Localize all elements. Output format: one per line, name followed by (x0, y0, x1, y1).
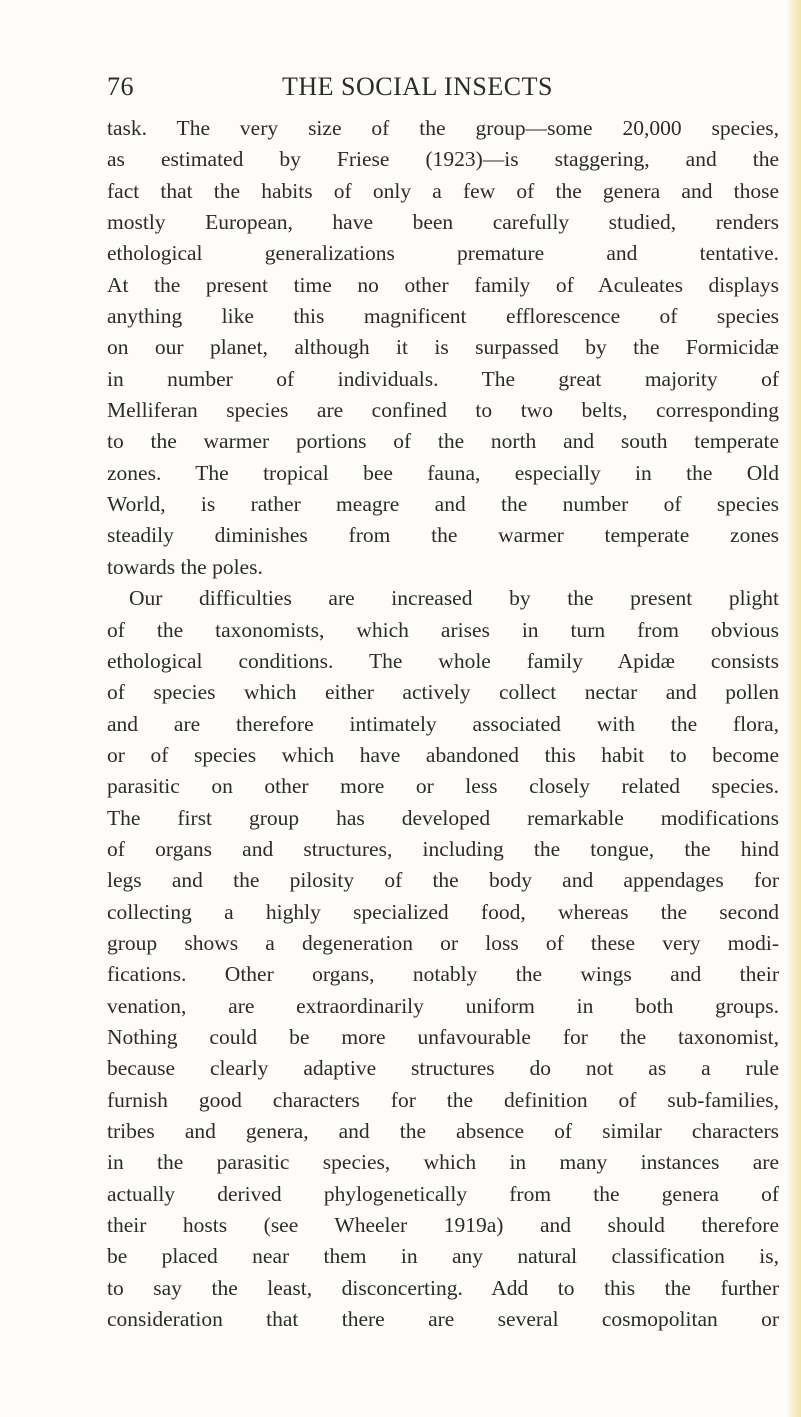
text-line: collecting a highly specialized food, whereas the second (107, 899, 779, 924)
text-line: on our planet, although it is surpassed by the Formicidæ (107, 335, 779, 360)
paragraph-start-line: Our difficulties are increased by the present plight (129, 586, 779, 611)
text-line: mostly European, have been carefully studied, renders (107, 210, 779, 235)
text-line: actually derived phylogenetically from the genera of (107, 1181, 779, 1206)
text-line: in the parasitic species, which in many instances are (107, 1150, 779, 1175)
text-line: steadily diminishes from the warmer temperate zones (107, 523, 779, 548)
body-text (107, 113, 779, 1335)
running-title: THE SOCIAL INSECTS (282, 72, 553, 101)
text-line: of species which either actively collect nectar and pollen (107, 680, 779, 705)
text-line: to say the least, disconcerting. Add to this the further (107, 1275, 779, 1300)
page-number: 76 (107, 72, 134, 101)
text-line: legs and the pilosity of the body and appendages for (107, 868, 779, 893)
text-line: venation, are extraordinarily uniform in both groups. (107, 993, 779, 1018)
text-line: and are therefore intimately associated with the flora, (107, 711, 779, 736)
text-line: tribes and genera, and the absence of similar characters (107, 1119, 779, 1143)
text-line: consideration that there are several cosmopolitan or (107, 1307, 779, 1332)
text-line: or of species which have abandoned this habit to become (107, 742, 779, 767)
text-line: task. The very size of the group—some 20,000 species, (107, 116, 779, 140)
text-line: of organs and structures, including the tongue, the hind (107, 836, 779, 861)
text-line: zones. The tropical bee fauna, especially in the Old (107, 460, 779, 485)
text-line: be placed near them in any natural classification is, (107, 1244, 779, 1269)
text-line: ethological generalizations premature and tentative. (107, 241, 779, 266)
text-line: The first group has developed remarkable modifications (107, 805, 779, 830)
text-line: because clearly adaptive structures do not as a rule (107, 1056, 779, 1081)
paragraph-end-line: towards the poles. (107, 554, 263, 579)
text-line: fications. Other organs, notably the wings and their (107, 962, 779, 987)
text-line: fact that the habits of only a few of the genera and those (107, 178, 779, 203)
text-line: World, is rather meagre and the number of species (107, 492, 779, 517)
running-head (107, 70, 685, 104)
text-line: as estimated by Friese (1923)—is staggering, and the (107, 147, 779, 172)
text-line: Nothing could be more unfavourable for the taxonomist, (107, 1024, 779, 1049)
text-line: to the warmer portions of the north and south temperate (107, 429, 779, 454)
text-line: ethological conditions. The whole family Apidæ consists (107, 648, 779, 673)
text-line: At the present time no other family of Aculeates displays (107, 272, 779, 297)
text-line: parasitic on other more or less closely related species. (107, 774, 779, 799)
text-line: in number of individuals. The great majority of (107, 366, 779, 391)
text-line: of the taxonomists, which arises in turn from obvious (107, 617, 779, 642)
text-line: group shows a degeneration or loss of these very modi- (107, 930, 779, 955)
text-line: anything like this magnificent efflorescence of species (107, 304, 779, 329)
text-line: furnish good characters for the definition of sub-families, (107, 1087, 779, 1112)
text-line: their hosts (see Wheeler 1919a) and should therefore (107, 1213, 779, 1238)
page-edge-shading (787, 0, 801, 1417)
text-line: Melliferan species are confined to two belts, corresponding (107, 398, 779, 423)
